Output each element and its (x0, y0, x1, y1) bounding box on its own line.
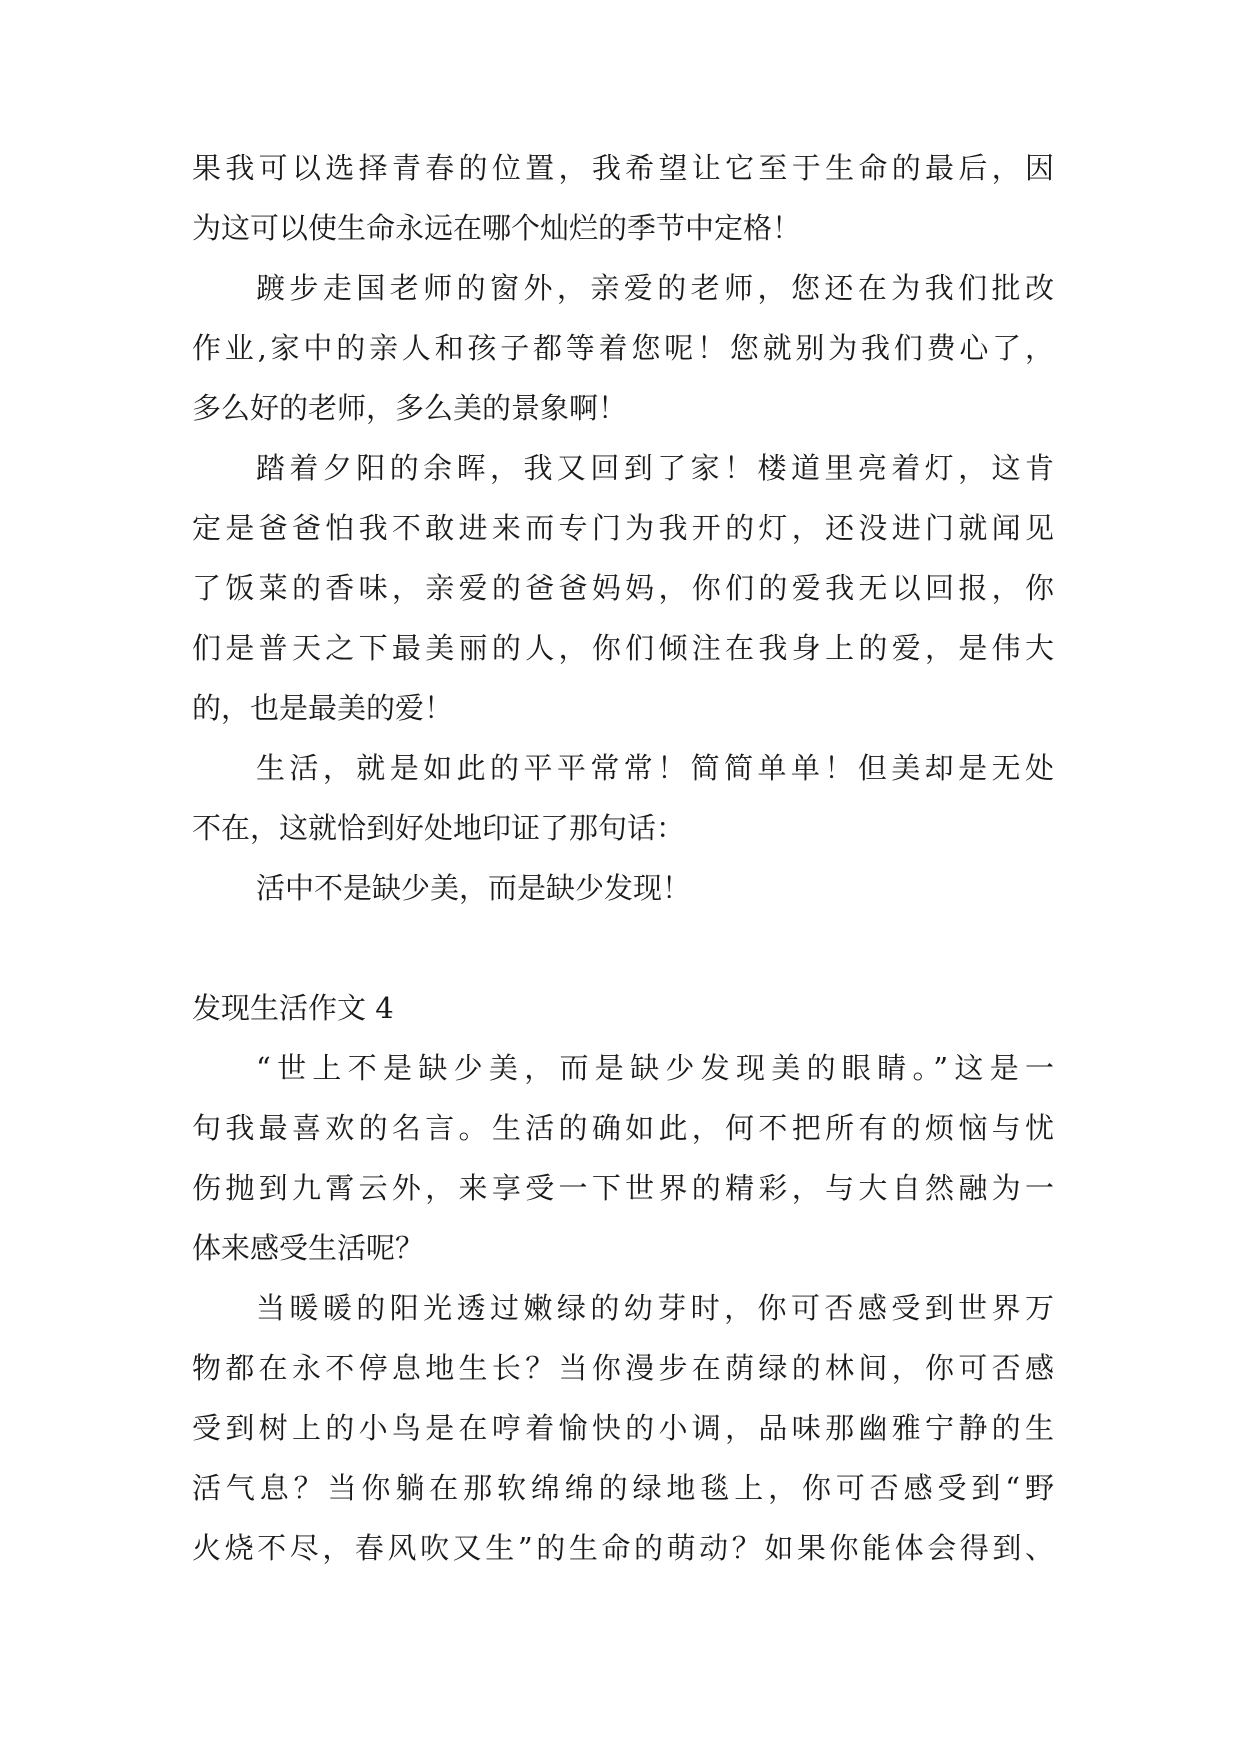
section-heading: 发现生活作文 4 (192, 991, 394, 1025)
text-line: 句我最喜欢的名言。生活的确如此，何不把所有的烦恼与忧 (192, 1111, 1054, 1145)
text-line: 活气息？当你躺在那软绵绵的绿地毯上，你可否感受到“野 (192, 1471, 1054, 1505)
text-line: 不在，这就恰到好处地印证了那句话： (192, 811, 686, 845)
text-line: 了饭菜的香味，亲爱的爸爸妈妈，你们的爱我无以回报，你 (192, 571, 1054, 605)
text-line: 物都在永不停息地生长？当你漫步在荫绿的林间，你可否感 (192, 1351, 1054, 1385)
document-body (192, 138, 1054, 1578)
text-line: 作业,家中的亲人和孩子都等着您呢！您就别为我们费心了， (192, 331, 1054, 365)
text-line: 踱步走国老师的窗外，亲爱的老师，您还在为我们批改 (256, 271, 1054, 305)
text-line: 受到树上的小鸟是在哼着愉快的小调，品味那幽雅宁静的生 (192, 1411, 1054, 1445)
text-line: 果我可以选择青春的位置，我希望让它至于生命的最后，因 (192, 151, 1054, 185)
text-line: 为这可以使生命永远在哪个灿烂的季节中定格！ (192, 211, 802, 245)
text-line: 的，也是最美的爱！ (192, 691, 454, 725)
text-line: 多么好的老师，多么美的景象啊！ (192, 391, 628, 425)
text-line: 活中不是缺少美，而是缺少发现！ (256, 871, 692, 905)
text-line: 们是普天之下最美丽的人，你们倾注在我身上的爱，是伟大 (192, 631, 1054, 665)
paragraph-gap (192, 918, 1054, 978)
text-line: 火烧不尽，春风吹又生”的生命的萌动？如果你能体会得到、 (192, 1531, 1054, 1565)
text-line: 定是爸爸怕我不敢进来而专门为我开的灯，还没进门就闻见 (192, 511, 1054, 545)
text-line: 踏着夕阳的余晖，我又回到了家！楼道里亮着灯，这肯 (256, 451, 1054, 485)
text-line: 当暖暖的阳光透过嫩绿的幼芽时，你可否感受到世界万 (256, 1291, 1054, 1325)
text-line: 体来感受生活呢？ (192, 1231, 425, 1265)
text-line: “世上不是缺少美，而是缺少发现美的眼睛。”这是一 (256, 1051, 1054, 1085)
text-line: 伤抛到九霄云外，来享受一下世界的精彩，与大自然融为一 (192, 1171, 1054, 1205)
text-line: 生活，就是如此的平平常常！简简单单！但美却是无处 (256, 751, 1054, 785)
